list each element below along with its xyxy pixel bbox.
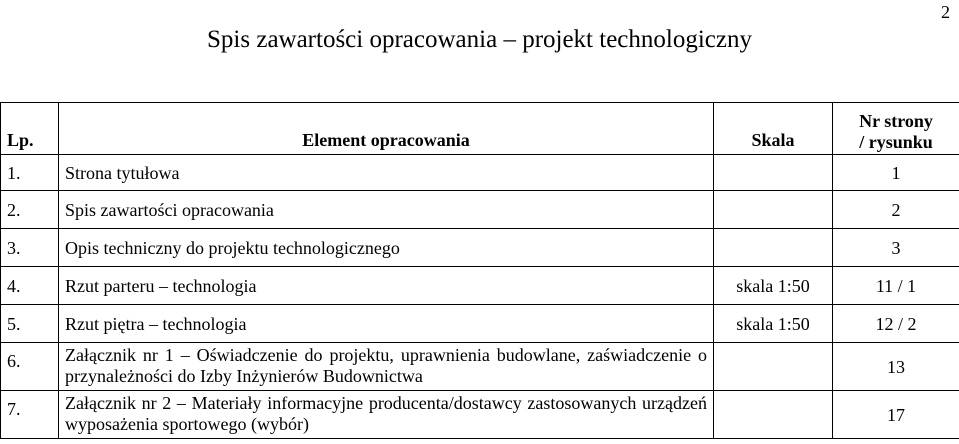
- table-row: [1, 267, 959, 305]
- row-num: 1.: [1, 155, 59, 191]
- row-scale: skala 1:50: [714, 305, 833, 343]
- table-header-row: [1, 103, 959, 155]
- page-number: 2: [941, 2, 950, 22]
- contents-table: [0, 102, 959, 439]
- row-num: 5.: [1, 305, 59, 343]
- row-element: Rzut parteru – technologia: [59, 267, 714, 305]
- row-element: Rzut piętra – technologia: [59, 305, 714, 343]
- header-page-line2: / rysunku: [859, 132, 933, 152]
- row-element: Załącznik nr 1 – Oświadczenie do projektu, uprawnienia budowlane, zaświadczenie o przynależności do Izby Inżynierów Budownictwa: [59, 343, 714, 391]
- row-scale: skala 1:50: [714, 267, 833, 305]
- row-scale: [714, 191, 833, 229]
- row-scale: [714, 229, 833, 267]
- table-row: [1, 305, 959, 343]
- row-page: 13: [833, 343, 959, 391]
- row-num: 6.: [1, 343, 59, 391]
- row-num: 7.: [1, 391, 59, 439]
- row-page: 12 / 2: [833, 305, 959, 343]
- row-page: 2: [833, 191, 959, 229]
- row-element: Załącznik nr 2 – Materiały informacyjne producenta/dostawcy zastosowanych urządzeń wyposażenia sportowego (wybór): [59, 391, 714, 439]
- row-scale: [714, 391, 833, 439]
- table-row: [1, 191, 959, 229]
- row-page: 1: [833, 155, 959, 191]
- table-row: [1, 343, 959, 391]
- row-num: 3.: [1, 229, 59, 267]
- row-element: Strona tytułowa: [59, 155, 714, 191]
- table-row: [1, 155, 959, 191]
- row-num: 4.: [1, 267, 59, 305]
- row-element: Opis techniczny do projektu technologicznego: [59, 229, 714, 267]
- row-page: 3: [833, 229, 959, 267]
- table-row: [1, 391, 959, 439]
- page-title: Spis zawartości opracowania – projekt technologiczny: [207, 26, 752, 53]
- header-num: Lp.: [1, 103, 59, 155]
- header-page-line1: Nr strony: [859, 111, 933, 131]
- header-element: Element opracowania: [59, 103, 714, 155]
- row-page: 17: [833, 391, 959, 439]
- header-page: [833, 103, 959, 155]
- row-element: Spis zawartości opracowania: [59, 191, 714, 229]
- table-row: [1, 229, 959, 267]
- row-scale: [714, 343, 833, 391]
- row-scale: [714, 155, 833, 191]
- row-num: 2.: [1, 191, 59, 229]
- row-page: 11 / 1: [833, 267, 959, 305]
- header-scale: Skala: [714, 103, 833, 155]
